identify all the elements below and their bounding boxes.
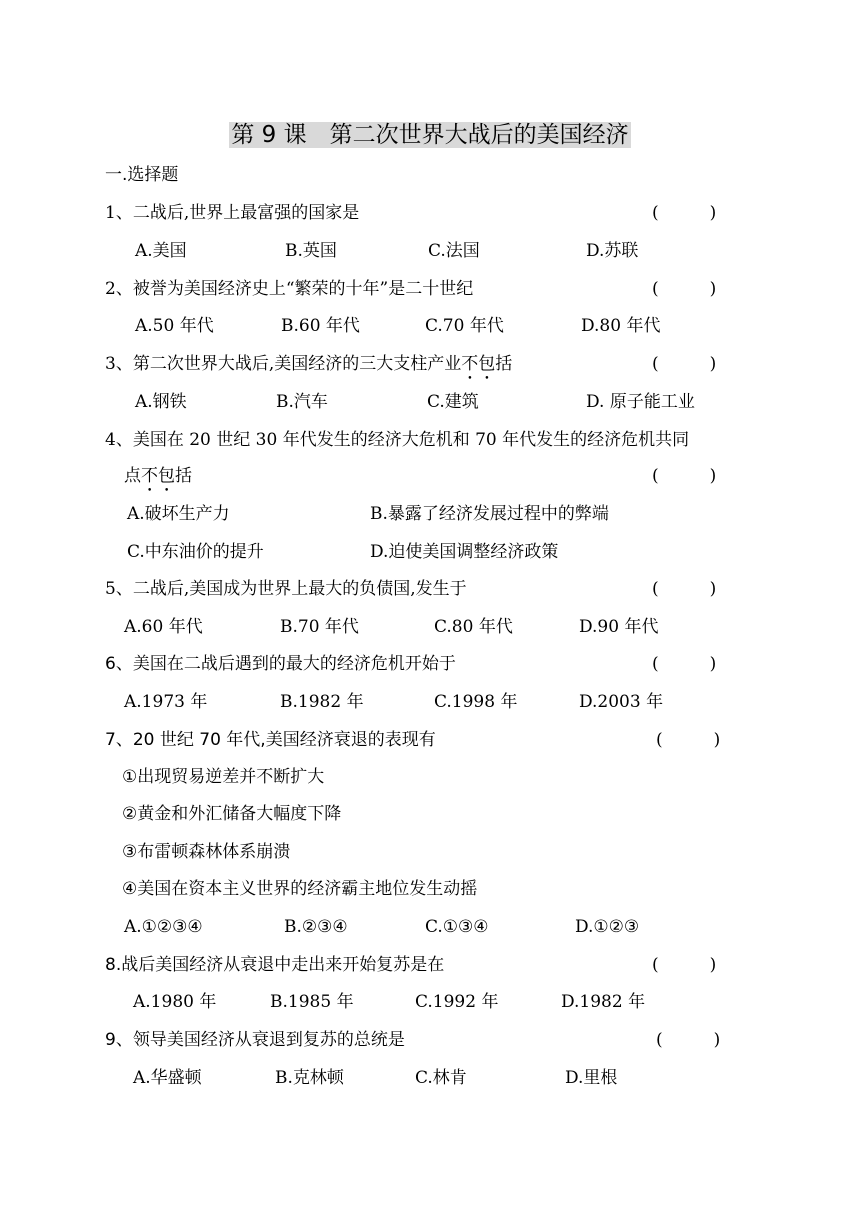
section-heading: 一.选择题 xyxy=(105,165,179,185)
question-7-item-1: ①出现贸易逆差并不断扩大 xyxy=(122,767,325,787)
question-4-option-d: D.迫使美国调整经济政策 xyxy=(370,542,559,562)
question-6-option-c: C.1998 年 xyxy=(434,692,518,712)
question-7-option-a: A.①②③④ xyxy=(124,917,203,937)
question-6-option-a: A.1973 年 xyxy=(124,692,208,712)
question-1-option-c: C.法国 xyxy=(428,241,480,261)
question-5-option-c: C.80 年代 xyxy=(434,617,513,637)
question-1-option-d: D.苏联 xyxy=(586,241,639,261)
question-8-stem: 8.战后美国经济从衰退中走出来开始复苏是在 xyxy=(105,955,445,975)
question-9-option-d: D.里根 xyxy=(565,1068,618,1088)
question-4-stem-emphasis: 不包 xyxy=(141,466,175,486)
question-7-stem: 7、20 世纪 70 年代,美国经济衰退的表现有 xyxy=(105,730,436,750)
question-7-option-b: B.②③④ xyxy=(284,917,348,937)
question-2-option-c: C.70 年代 xyxy=(425,316,504,336)
question-7-answer-blank: ( ) xyxy=(656,730,721,750)
question-6-stem: 6、美国在二战后遇到的最大的经济危机开始于 xyxy=(105,654,456,674)
question-3-answer-blank: ( ) xyxy=(652,354,717,374)
question-4-option-a: A.破坏生产力 xyxy=(127,504,230,524)
question-1-answer-blank: ( ) xyxy=(652,203,717,223)
page-title-text: 第 9 课 第二次世界大战后的美国经济 xyxy=(231,122,629,148)
question-6-option-d: D.2003 年 xyxy=(579,692,664,712)
question-3-option-b: B.汽车 xyxy=(276,392,328,412)
question-5-option-a: A.60 年代 xyxy=(124,617,203,637)
question-2-option-a: A.50 年代 xyxy=(135,316,214,336)
question-9-answer-blank: ( ) xyxy=(656,1030,721,1050)
question-9-option-b: B.克林顿 xyxy=(275,1068,344,1088)
question-4-option-c: C.中东油价的提升 xyxy=(127,542,264,562)
question-3-option-d: D. 原子能工业 xyxy=(586,392,695,412)
question-2-stem: 2、被誉为美国经济史上“繁荣的十年”是二十世纪 xyxy=(105,279,474,299)
question-1-option-a: A.美国 xyxy=(135,241,187,261)
question-3-stem xyxy=(105,352,512,384)
question-1-option-b: B.英国 xyxy=(285,241,337,261)
question-7-option-c: C.①③④ xyxy=(425,917,489,937)
page-title xyxy=(0,118,860,152)
question-5-stem: 5、二战后,美国成为世界上最大的负债国,发生于 xyxy=(105,579,467,599)
question-2-option-d: D.80 年代 xyxy=(581,316,661,336)
question-3-stem-after: 括 xyxy=(495,354,513,374)
question-8-option-b: B.1985 年 xyxy=(270,992,354,1012)
question-4-stem-before: 点 xyxy=(124,466,141,486)
question-3-option-c: C.建筑 xyxy=(427,392,479,412)
question-1-stem: 1、二战后,世界上最富强的国家是 xyxy=(105,203,360,223)
question-5-answer-blank: ( ) xyxy=(652,579,717,599)
question-4-stem-line-1: 4、美国在 20 世纪 30 年代发生的经济大危机和 70 年代发生的经济危机共同 xyxy=(105,430,690,450)
question-4-option-b: B.暴露了经济发展过程中的弊端 xyxy=(370,504,609,524)
question-9-stem: 9、领导美国经济从衰退到复苏的总统是 xyxy=(105,1030,405,1050)
question-3-stem-emphasis: 不包 xyxy=(461,354,496,374)
question-4-stem-line-2 xyxy=(124,464,192,496)
question-7-item-4: ④美国在资本主义世界的经济霸主地位发生动摇 xyxy=(122,879,478,899)
question-3-option-a: A.钢铁 xyxy=(135,392,187,412)
question-6-answer-blank: ( ) xyxy=(652,654,717,674)
question-4-answer-blank: ( ) xyxy=(652,466,717,486)
question-8-option-d: D.1982 年 xyxy=(561,992,646,1012)
question-5-option-d: D.90 年代 xyxy=(579,617,659,637)
question-7-option-d: D.①②③ xyxy=(575,917,640,937)
question-8-option-a: A.1980 年 xyxy=(133,992,217,1012)
question-8-answer-blank: ( ) xyxy=(652,955,717,975)
question-7-item-3: ③布雷顿森林体系崩溃 xyxy=(122,842,291,862)
question-8-option-c: C.1992 年 xyxy=(415,992,499,1012)
question-7-item-2: ②黄金和外汇储备大幅度下降 xyxy=(122,804,342,824)
question-2-answer-blank: ( ) xyxy=(652,279,717,299)
question-3-stem-before: 3、第二次世界大战后,美国经济的三大支柱产业 xyxy=(105,354,462,374)
question-2-option-b: B.60 年代 xyxy=(281,316,360,336)
question-5-option-b: B.70 年代 xyxy=(280,617,359,637)
question-4-stem-after: 括 xyxy=(175,466,192,486)
question-9-option-a: A.华盛顿 xyxy=(133,1068,202,1088)
question-6-option-b: B.1982 年 xyxy=(280,692,364,712)
question-9-option-c: C.林肯 xyxy=(415,1068,467,1088)
